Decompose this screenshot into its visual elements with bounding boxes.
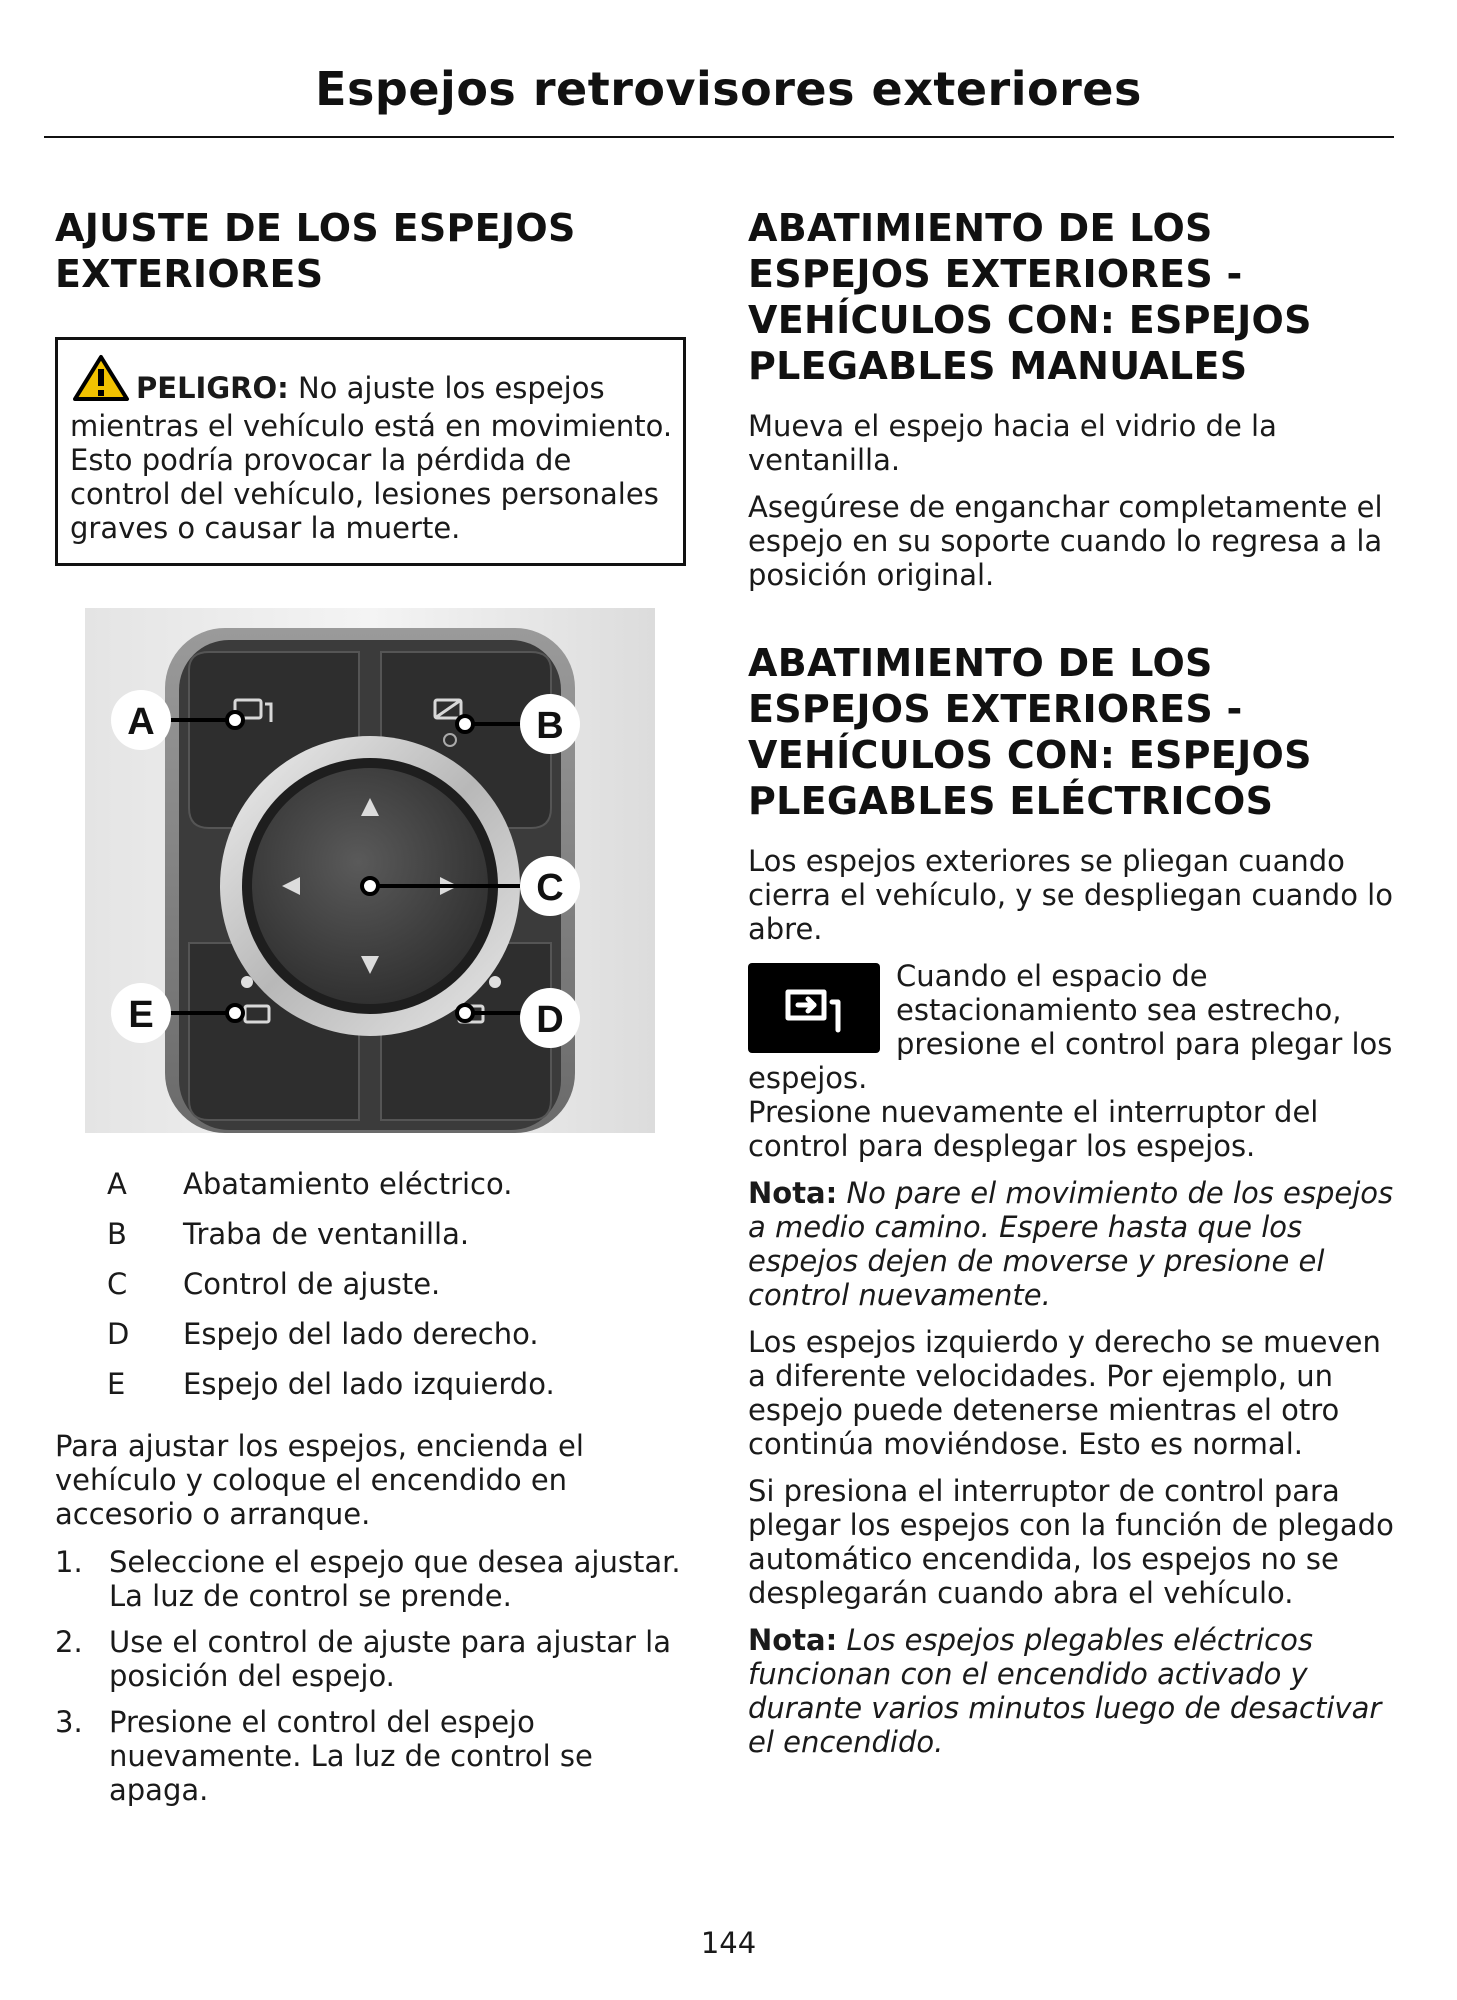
- heading-line: PLEGABLES MANUALES: [748, 344, 1248, 388]
- body-paragraph: Mueva el espejo hacia el vidrio de la ventanilla.: [748, 409, 1277, 477]
- legend-letter: E: [107, 1367, 126, 1401]
- warning-label: PELIGRO:: [136, 371, 289, 405]
- note-paragraph: [748, 1176, 1398, 1312]
- section-heading-power-fold: [748, 640, 1398, 824]
- legend-item: [107, 1367, 685, 1401]
- note-paragraph: [748, 1623, 1398, 1759]
- heading-line: ESPEJOS EXTERIORES -: [748, 252, 1243, 296]
- body-paragraph: Asegúrese de enganchar completamente el espejo en su soporte cuando lo regresa a la posición original.: [748, 490, 1383, 592]
- danger-warning-box: [55, 337, 686, 566]
- heading-line: AJUSTE DE LOS ESPEJOS: [55, 206, 576, 250]
- legend-text: Control de ajuste.: [183, 1267, 441, 1301]
- mirror-control-figure: [85, 608, 655, 1133]
- legend-item: [107, 1217, 685, 1251]
- legend-text: Espejo del lado derecho.: [183, 1317, 539, 1351]
- page-number: 144: [700, 1926, 757, 1960]
- legend-letter: D: [107, 1317, 130, 1351]
- legend-text: Traba de ventanilla.: [183, 1217, 470, 1251]
- legend-text: Espejo del lado izquierdo.: [183, 1367, 555, 1401]
- body-paragraph: Los espejos izquierdo y derecho se mueven a diferente velocidades. Por ejemplo, un espejo puede detenerse mientras el otro continúa moviéndose. Esto es normal.: [748, 1325, 1381, 1461]
- callout-label: A: [127, 701, 155, 743]
- step-text: Use el control de ajuste para ajustar la posición del espejo.: [109, 1625, 671, 1693]
- callout-label: C: [536, 867, 564, 909]
- step-text: Seleccione el espejo que desea ajustar. La luz de control se prende.: [109, 1545, 681, 1613]
- step-item: [55, 1705, 685, 1807]
- body-paragraph: Cuando el espacio de estacionamiento sea estrecho, presione el control para plegar los espejos.: [748, 959, 1393, 1095]
- callout-label: D: [536, 999, 564, 1041]
- note-text: Los espejos plegables eléctricos funcionan con el encendido activado y durante varios minutos luego de desactivar el encendido.: [748, 1623, 1382, 1759]
- warning-triangle-icon: [72, 354, 130, 409]
- page-title: Espejos retrovisores exteriores: [315, 62, 1142, 116]
- legend-item: [107, 1167, 685, 1201]
- title-divider: [44, 136, 1394, 138]
- mirror-fold-icon: [748, 963, 880, 1053]
- body-paragraph: Los espejos exteriores se pliegan cuando cierra el vehículo, y se despliegan cuando lo abre.: [748, 844, 1393, 946]
- legend-item: [107, 1267, 685, 1301]
- heading-line: VEHÍCULOS CON: ESPEJOS: [748, 733, 1312, 777]
- legend-item: [107, 1317, 685, 1351]
- legend-letter: B: [107, 1217, 127, 1251]
- callout-label: E: [128, 994, 154, 1036]
- power-fold-body: [748, 844, 1398, 1759]
- body-paragraph: Si presiona el interruptor de control para plegar los espejos con la función de plegado automático encendida, los espejos no se desplegarán cuando abra el vehículo.: [748, 1474, 1394, 1610]
- heading-line: ESPEJOS EXTERIORES -: [748, 687, 1243, 731]
- left-column: [55, 205, 685, 1819]
- right-column: [748, 205, 1398, 1759]
- mirror-control-panel-illustration: [85, 608, 655, 1133]
- heading-line: PLEGABLES ELÉCTRICOS: [748, 779, 1274, 823]
- callout-label: B: [536, 705, 564, 747]
- adjust-steps-list: [55, 1545, 685, 1807]
- step-number: 2.: [55, 1625, 83, 1659]
- section-heading-adjust: [55, 205, 685, 297]
- adjust-intro-paragraph: Para ajustar los espejos, encienda el vehículo y coloque el encendido en accesorio o arranque.: [55, 1429, 584, 1531]
- note-text: No pare el movimiento de los espejos a medio camino. Espere hasta que los espejos dejen de moverse y presione el control nuevamente.: [748, 1176, 1394, 1312]
- fold-control-paragraph: [748, 959, 1398, 1095]
- step-item: [55, 1625, 685, 1693]
- body-paragraph: Presione nuevamente el interruptor del control para desplegar los espejos.: [748, 1095, 1319, 1163]
- heading-line: ABATIMIENTO DE LOS: [748, 206, 1213, 250]
- step-text: Presione el control del espejo nuevamente. La luz de control se apaga.: [109, 1705, 593, 1807]
- manual-fold-body: [748, 409, 1398, 592]
- step-number: 3.: [55, 1705, 83, 1739]
- step-number: 1.: [55, 1545, 83, 1579]
- note-label: Nota:: [748, 1176, 838, 1210]
- legend-letter: A: [107, 1167, 127, 1201]
- legend-text: Abatamiento eléctrico.: [183, 1167, 513, 1201]
- figure-legend: [107, 1167, 685, 1401]
- heading-line: VEHÍCULOS CON: ESPEJOS: [748, 298, 1312, 342]
- note-label: Nota:: [748, 1623, 838, 1657]
- heading-line: EXTERIORES: [55, 252, 324, 296]
- warning-text: No ajuste los espejos mientras el vehículo está en movimiento. Esto podría provocar la pérdida de control del vehículo, lesiones personales graves o causar la muerte.: [70, 371, 673, 545]
- legend-letter: C: [107, 1267, 128, 1301]
- step-item: [55, 1545, 685, 1613]
- section-heading-manual-fold: [748, 205, 1398, 389]
- heading-line: ABATIMIENTO DE LOS: [748, 641, 1213, 685]
